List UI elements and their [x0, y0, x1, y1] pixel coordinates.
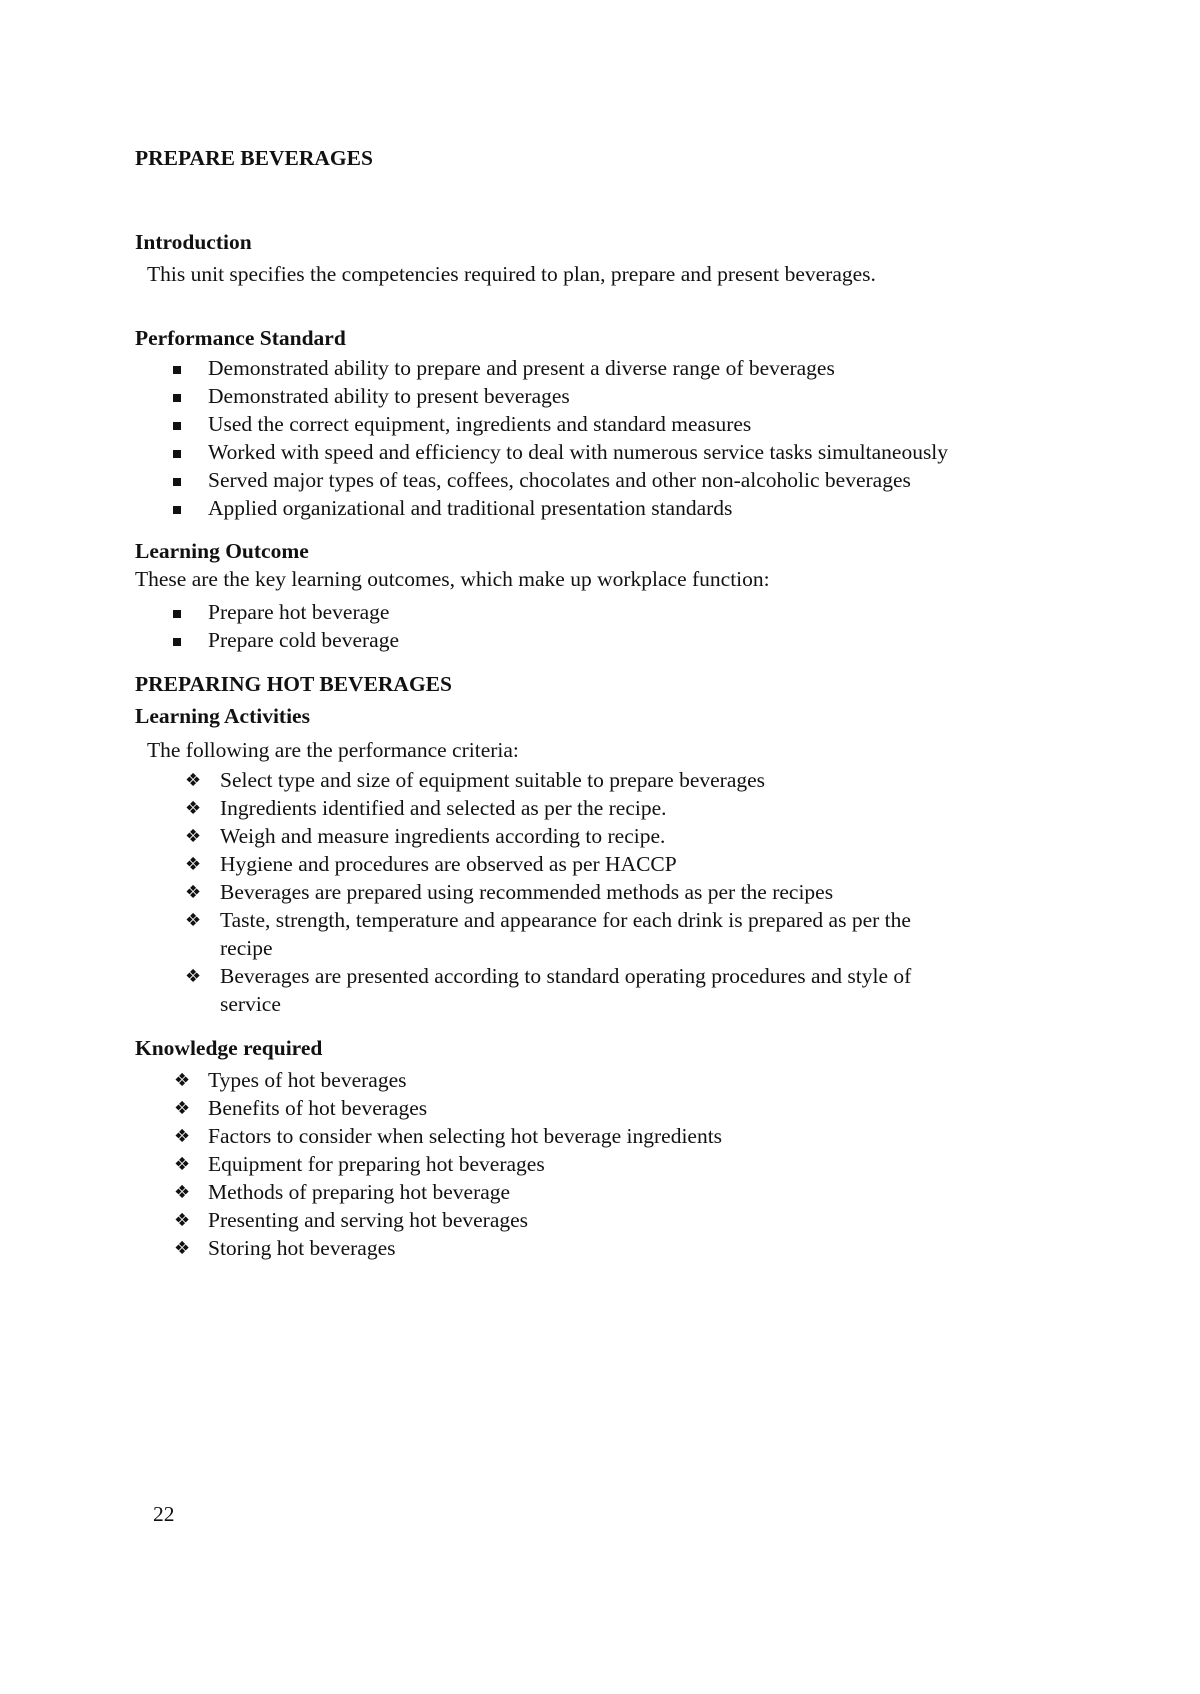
square-bullet-icon: [173, 366, 181, 374]
list-item: Ingredients identified and selected as per the recipe.: [220, 796, 667, 820]
list-item: Types of hot beverages: [208, 1068, 407, 1092]
list-item: Weigh and measure ingredients according to recipe.: [220, 824, 666, 848]
diamond-bullet-icon: ❖: [174, 1070, 191, 1091]
list-item: Demonstrated ability to present beverages: [208, 384, 570, 408]
list-item: Benefits of hot beverages: [208, 1096, 428, 1120]
diamond-bullet-icon: ❖: [174, 1126, 191, 1147]
learning-activities-text: The following are the performance criteria:: [147, 738, 519, 762]
square-bullet-icon: [173, 610, 181, 618]
list-item: Factors to consider when selecting hot beverage ingredients: [208, 1124, 723, 1148]
performance-standard-heading: Performance Standard: [135, 326, 346, 350]
list-item: Prepare cold beverage: [208, 628, 400, 652]
diamond-bullet-icon: ❖: [174, 1098, 191, 1119]
square-bullet-icon: [173, 638, 181, 646]
square-bullet-icon: [173, 450, 181, 458]
diamond-bullet-icon: ❖: [185, 910, 202, 931]
square-bullet-icon: [173, 506, 181, 514]
learning-outcome-heading: Learning Outcome: [135, 539, 309, 563]
diamond-bullet-icon: ❖: [185, 798, 202, 819]
section-heading-hot-beverages: PREPARING HOT BEVERAGES: [135, 672, 452, 696]
diamond-bullet-icon: ❖: [185, 854, 202, 875]
list-item: Hygiene and procedures are observed as per HACCP: [220, 852, 677, 876]
list-item-continuation: service: [220, 992, 281, 1016]
square-bullet-icon: [173, 478, 181, 486]
list-item: Methods of preparing hot beverage: [208, 1180, 511, 1204]
list-item: Beverages are presented according to standard operating procedures and style of: [220, 964, 912, 988]
page-number: 22: [153, 1502, 175, 1526]
list-item: Worked with speed and efficiency to deal with numerous service tasks simultaneously: [208, 440, 949, 464]
list-item: Served major types of teas, coffees, chocolates and other non-alcoholic beverages: [208, 468, 911, 492]
introduction-text: This unit specifies the competencies required to plan, prepare and present beverages.: [147, 262, 876, 286]
introduction-heading: Introduction: [135, 230, 252, 254]
list-item: Equipment for preparing hot beverages: [208, 1152, 545, 1176]
list-item: Prepare hot beverage: [208, 600, 390, 624]
page-title: PREPARE BEVERAGES: [135, 146, 373, 170]
list-item: Taste, strength, temperature and appearance for each drink is prepared as per the: [220, 908, 911, 932]
learning-activities-heading: Learning Activities: [135, 704, 310, 728]
square-bullet-icon: [173, 422, 181, 430]
diamond-bullet-icon: ❖: [174, 1210, 191, 1231]
list-item: Storing hot beverages: [208, 1236, 396, 1260]
diamond-bullet-icon: ❖: [185, 966, 202, 987]
diamond-bullet-icon: ❖: [174, 1238, 191, 1259]
list-item: Demonstrated ability to prepare and present a diverse range of beverages: [208, 356, 835, 380]
list-item: Applied organizational and traditional presentation standards: [208, 496, 733, 520]
list-item: Used the correct equipment, ingredients and standard measures: [208, 412, 752, 436]
diamond-bullet-icon: ❖: [185, 882, 202, 903]
list-item: Presenting and serving hot beverages: [208, 1208, 529, 1232]
learning-outcome-text: These are the key learning outcomes, which make up workplace function:: [135, 567, 770, 591]
diamond-bullet-icon: ❖: [185, 770, 202, 791]
diamond-bullet-icon: ❖: [174, 1182, 191, 1203]
diamond-bullet-icon: ❖: [185, 826, 202, 847]
square-bullet-icon: [173, 394, 181, 402]
list-item: Beverages are prepared using recommended methods as per the recipes: [220, 880, 834, 904]
list-item: Select type and size of equipment suitable to prepare beverages: [220, 768, 766, 792]
knowledge-required-heading: Knowledge required: [135, 1036, 323, 1060]
list-item-continuation: recipe: [220, 936, 273, 960]
diamond-bullet-icon: ❖: [174, 1154, 191, 1175]
